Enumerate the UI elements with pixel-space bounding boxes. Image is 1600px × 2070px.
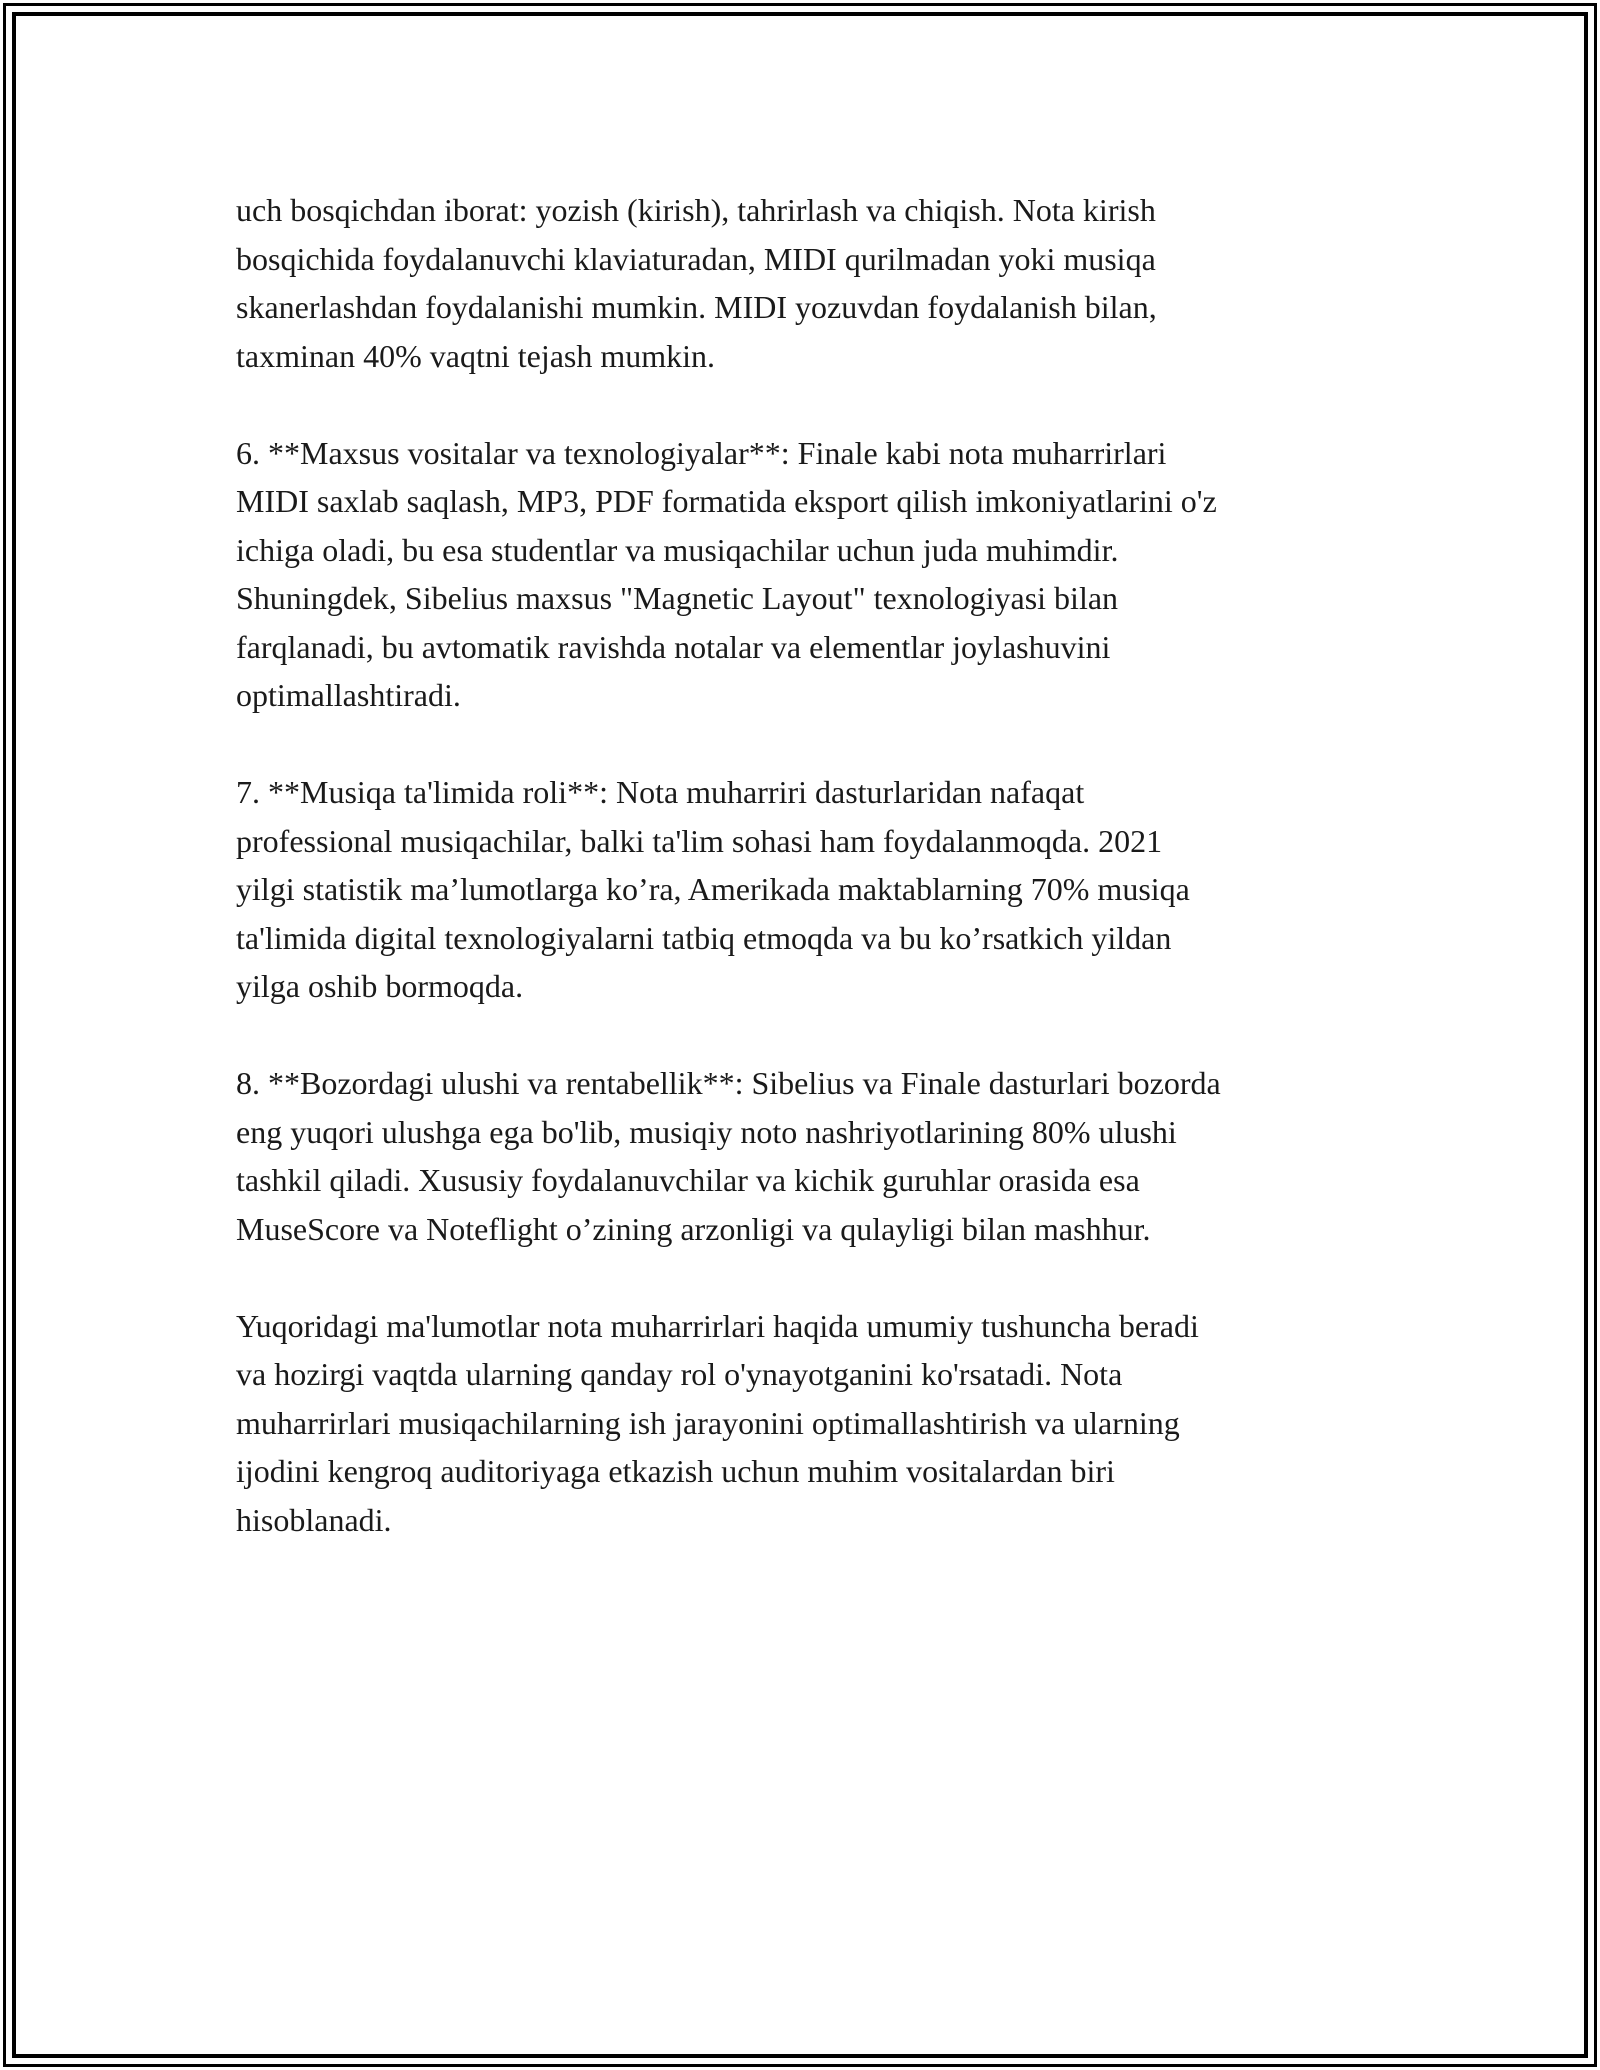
- document-body: [236, 186, 1376, 1593]
- paragraph-item-8: 8. **Bozordagi ulushi va rentabellik**: Sibelius va Finale dasturlari bozorda eng yuqori ulushga ega bo'lib, musiqiy noto nashriyotlarining 80% ulushi tashkil qiladi. Xususiy foydalanuvchilar va kichik guruhlar orasida esa MuseScore va Noteflight o’zining arzonligi va qulayligi bilan mashhur.: [236, 1065, 1221, 1247]
- paragraph-item-7: 7. **Musiqa ta'limida roli**: Nota muharriri dasturlaridan nafaqat professional musiqachilar, balki ta'lim sohasi ham foydalanmoqda. 2021 yilgi statistik ma’lumotlarga ko’ra, Amerikada maktablarning 70% musiqa ta'limida digital texnologiyalarni tatbiq etmoqda va bu ko’rsatkich yildan yilga oshib bormoqda.: [236, 774, 1190, 1004]
- paragraph-item-6: 6. **Maxsus vositalar va texnologiyalar**: Finale kabi nota muharrirlari MIDI saxlab saqlash, MP3, PDF formatida eksport qilish imkoniyatlarini o'z ichiga oladi, bu esa studentlar va musiqachilar uchun juda muhimdir. Shuningdek, Sibelius maxsus "Magnetic Layout" texnologiyasi bilan farqlanadi, bu avtomatik ravishda notalar va elementlar joylashuvini optimallashtiradi.: [236, 434, 1217, 713]
- paragraph-continuation: uch bosqichdan iborat: yozish (kirish), tahrirlash va chiqish. Nota kirish bosqichida foydalanuvchi klaviaturadan, MIDI qurilmadan yoki musiqa skanerlashdan foydalanishi mumkin. MIDI yozuvdan foydalanish bilan, taxminan 40% vaqtni tejash mumkin.: [236, 192, 1157, 374]
- paragraph-conclusion: Yuqoridagi ma'lumotlar nota muharrirlari haqida umumiy tushuncha beradi va hozirgi vaqtda ularning qanday rol o'ynayotganini ko'rsatadi. Nota muharrirlari musiqachilarning ish jarayonini optimallashtirish va ularning ijodini kengroq auditoriyaga etkazish uchun muhim vositalardan biri hisoblanadi.: [236, 1307, 1199, 1538]
